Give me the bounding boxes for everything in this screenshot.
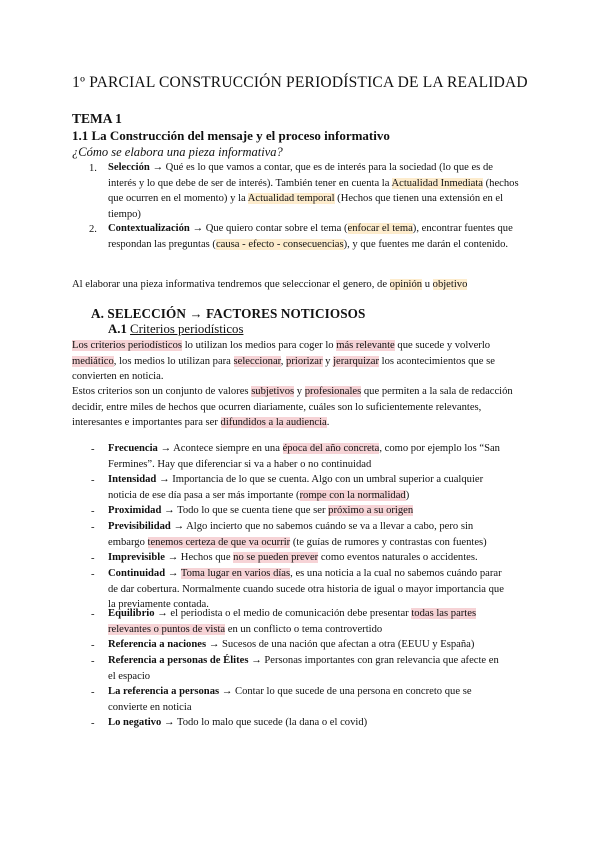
term: Proximidad bbox=[108, 505, 162, 516]
arrow: → bbox=[251, 655, 262, 666]
section-a1-heading bbox=[108, 322, 243, 337]
bullet-dash: - bbox=[91, 569, 95, 580]
highlight: época del año concreta bbox=[282, 443, 380, 454]
item-text: Contar lo que sucede de una persona en concreto que se convierte en noticia bbox=[108, 686, 472, 713]
arrow: → bbox=[152, 162, 164, 173]
bullet-proximidad bbox=[108, 503, 508, 519]
bullet-dash: - bbox=[91, 609, 95, 620]
bullet-referencia-personas bbox=[108, 684, 508, 715]
arrow: → bbox=[158, 474, 170, 485]
arrow: → bbox=[163, 717, 175, 728]
item-text: , es una noticia a la cual no sabemos cuándo parar de dar cobertura. Normalmente cuando sucede otra historia de igual o mayor importancia que la previamente contada. bbox=[108, 568, 504, 611]
numbered-item-seleccion bbox=[108, 160, 520, 222]
paragraph-text: que sucede y volverlo bbox=[394, 340, 491, 351]
term: Frecuencia bbox=[108, 443, 158, 454]
highlight: rompe con la normalidad bbox=[299, 489, 406, 501]
arrow: → bbox=[192, 223, 204, 234]
bullet-intensidad bbox=[108, 472, 508, 503]
term: Intensidad bbox=[108, 474, 157, 485]
item-text: Importancia de lo que se cuenta. Algo con un umbral superior a cualquier noticia de ese día pasa a ser más importante ( bbox=[108, 474, 484, 501]
highlight: priorizar bbox=[286, 355, 323, 367]
paragraph-text: que permiten a la sala de redacción decidir, entre miles de hechos que ocurren diariamente, cuáles son lo suficientemente relevantes, interesantes e importantes para ser bbox=[72, 386, 513, 429]
term: Continuidad bbox=[108, 568, 166, 579]
paragraph-text: Estos criterios son un conjunto de valores bbox=[72, 386, 252, 397]
bullet-previsibilidad bbox=[108, 519, 508, 550]
arrow: → bbox=[167, 568, 179, 579]
document-title: 1º PARCIAL CONSTRUCCIÓN PERIODÍSTICA DE LA REALIDAD bbox=[72, 74, 528, 91]
term: La referencia a personas bbox=[108, 686, 220, 697]
highlight: profesionales bbox=[304, 386, 362, 397]
bullet-dash: - bbox=[91, 718, 95, 729]
highlight: objetivo bbox=[432, 279, 468, 290]
highlight: tenemos certeza de que va ocurrir bbox=[147, 536, 291, 548]
item-text: Todo lo malo que sucede (la dana o el covid) bbox=[174, 717, 368, 728]
paragraph-text: y bbox=[294, 386, 305, 397]
criteria-paragraph-2 bbox=[72, 384, 528, 431]
item-text: (Hechos que tienen una extensión en el tiempo) bbox=[108, 193, 504, 220]
item-text: Qué es lo que vamos a contar, que es de interés para la sociedad (lo que es de interés y lo que debe de ser de interés). También tener en cuenta la bbox=[108, 162, 493, 189]
highlight: seleccionar bbox=[233, 355, 281, 367]
bullet-dash: - bbox=[91, 656, 95, 667]
paragraph-text: , los medios lo utilizan para bbox=[113, 355, 234, 367]
list-number: 1. bbox=[89, 163, 97, 174]
bullet-dash: - bbox=[91, 640, 95, 651]
highlight: causa - efecto - consecuencias bbox=[215, 238, 344, 250]
term: Selección bbox=[108, 162, 150, 173]
section-a-heading: A. SELECCIÓN → FACTORES NOTICIOSOS bbox=[91, 306, 366, 321]
highlight: Actualidad Inmediata bbox=[391, 177, 483, 189]
guiding-question: ¿Cómo se elabora una pieza informativa? bbox=[72, 145, 283, 159]
term: Imprevisible bbox=[108, 552, 165, 563]
arrow: → bbox=[221, 686, 233, 697]
arrow: → bbox=[167, 552, 179, 563]
item-text: , como por ejemplo los “San Fermines”. Hay que diferenciar si va a haber o no continuidad bbox=[108, 443, 500, 470]
highlight: todas las partes relevantes o puntos de vista bbox=[108, 608, 477, 635]
bullet-dash: - bbox=[91, 475, 95, 486]
highlight: opinión bbox=[389, 279, 423, 290]
paragraph-text: Al elaborar una pieza informativa tendremos que seleccionar el genero, de bbox=[72, 279, 390, 290]
item-text: Sucesos de una nación que afectan a otra (EEUU y España) bbox=[219, 639, 475, 650]
arrow: → bbox=[173, 521, 185, 532]
term: Referencia a naciones bbox=[108, 639, 207, 650]
section-title: Criterios periodísticos bbox=[130, 322, 244, 336]
term: Contextualización bbox=[108, 223, 190, 234]
item-text: Algo incierto que no sabemos cuándo se va a llevar a cabo, pero sin embargo bbox=[108, 521, 474, 548]
arrow: → bbox=[164, 505, 175, 516]
paragraph-text: , bbox=[280, 355, 287, 367]
paragraph-text: y bbox=[322, 355, 334, 367]
highlight: difundidos a la audiencia bbox=[220, 417, 327, 429]
highlight: más relevante bbox=[336, 340, 395, 351]
bullet-dash: - bbox=[91, 687, 95, 698]
section-number: A.1 bbox=[108, 322, 127, 336]
genre-paragraph bbox=[72, 277, 528, 293]
numbered-item-contextualizacion bbox=[108, 221, 520, 252]
item-text: ) bbox=[405, 489, 410, 501]
highlight: mediático bbox=[72, 355, 114, 367]
highlight: Los criterios periodísticos bbox=[72, 340, 183, 351]
bullet-dash: - bbox=[91, 444, 95, 455]
arrow: → bbox=[157, 608, 168, 619]
bullet-dash: - bbox=[91, 506, 95, 517]
bullet-dash: - bbox=[91, 553, 95, 564]
highlight: jerarquizar bbox=[333, 355, 379, 367]
bullet-imprevisible bbox=[108, 550, 508, 566]
bullet-referencia-elites bbox=[108, 653, 508, 684]
arrow: → bbox=[208, 639, 220, 650]
item-text: Personas importantes con gran relevancia que afecte en el espacio bbox=[108, 655, 499, 682]
item-text: en un conflicto o tema controvertido bbox=[225, 623, 383, 635]
item-text: el periodista o el medio de comunicación debe presentar bbox=[167, 608, 412, 619]
highlight: enfocar el tema bbox=[347, 223, 413, 234]
item-text: ), encontrar fuentes que respondan las preguntas ( bbox=[108, 223, 513, 250]
paragraph-text: . bbox=[326, 417, 330, 429]
highlight: no se pueden prever bbox=[233, 552, 319, 563]
highlight: próximo a su origen bbox=[328, 505, 414, 516]
arrow: → bbox=[160, 443, 172, 454]
bullet-dash: - bbox=[91, 522, 95, 533]
item-text: como eventos naturales o accidentes. bbox=[318, 552, 478, 563]
bullet-frecuencia bbox=[108, 441, 508, 472]
paragraph-text: lo utilizan los medios para coger lo bbox=[182, 340, 337, 351]
item-text: Que quiero contar sobre el tema ( bbox=[203, 223, 348, 234]
term: Referencia a personas de Élites bbox=[108, 655, 249, 666]
item-text: Hechos que bbox=[178, 552, 234, 563]
list-number: 2. bbox=[89, 224, 97, 235]
criteria-paragraph-1 bbox=[72, 338, 528, 385]
item-text: (te guías de rumores y contrastas con fuentes) bbox=[290, 536, 487, 548]
item-text: Todo lo que se cuenta tiene que ser bbox=[174, 505, 329, 516]
item-text: ), y que fuentes me darán el contenido. bbox=[343, 238, 509, 250]
highlight: Actualidad temporal bbox=[247, 193, 335, 205]
highlight: subjetivos bbox=[251, 386, 295, 397]
paragraph-text: los acontecimientos que se convierten en noticia. bbox=[72, 355, 495, 383]
term: Equilibrio bbox=[108, 608, 155, 619]
paragraph-text: u bbox=[422, 279, 433, 290]
term: Previsibilidad bbox=[108, 521, 171, 532]
bullet-referencia-naciones bbox=[108, 637, 508, 653]
bullet-lo-negativo bbox=[108, 715, 508, 731]
bullet-equilibrio bbox=[108, 606, 508, 637]
item-text: (hechos que ocurren en el momento) y la bbox=[108, 177, 519, 205]
section-1-1-heading: 1.1 La Construcción del mensaje y el proceso informativo bbox=[72, 128, 390, 143]
tema-heading: TEMA 1 bbox=[72, 111, 122, 126]
item-text: Acontece siempre en una bbox=[171, 443, 283, 454]
highlight: Toma lugar en varios días bbox=[180, 568, 291, 579]
term: Lo negativo bbox=[108, 717, 162, 728]
